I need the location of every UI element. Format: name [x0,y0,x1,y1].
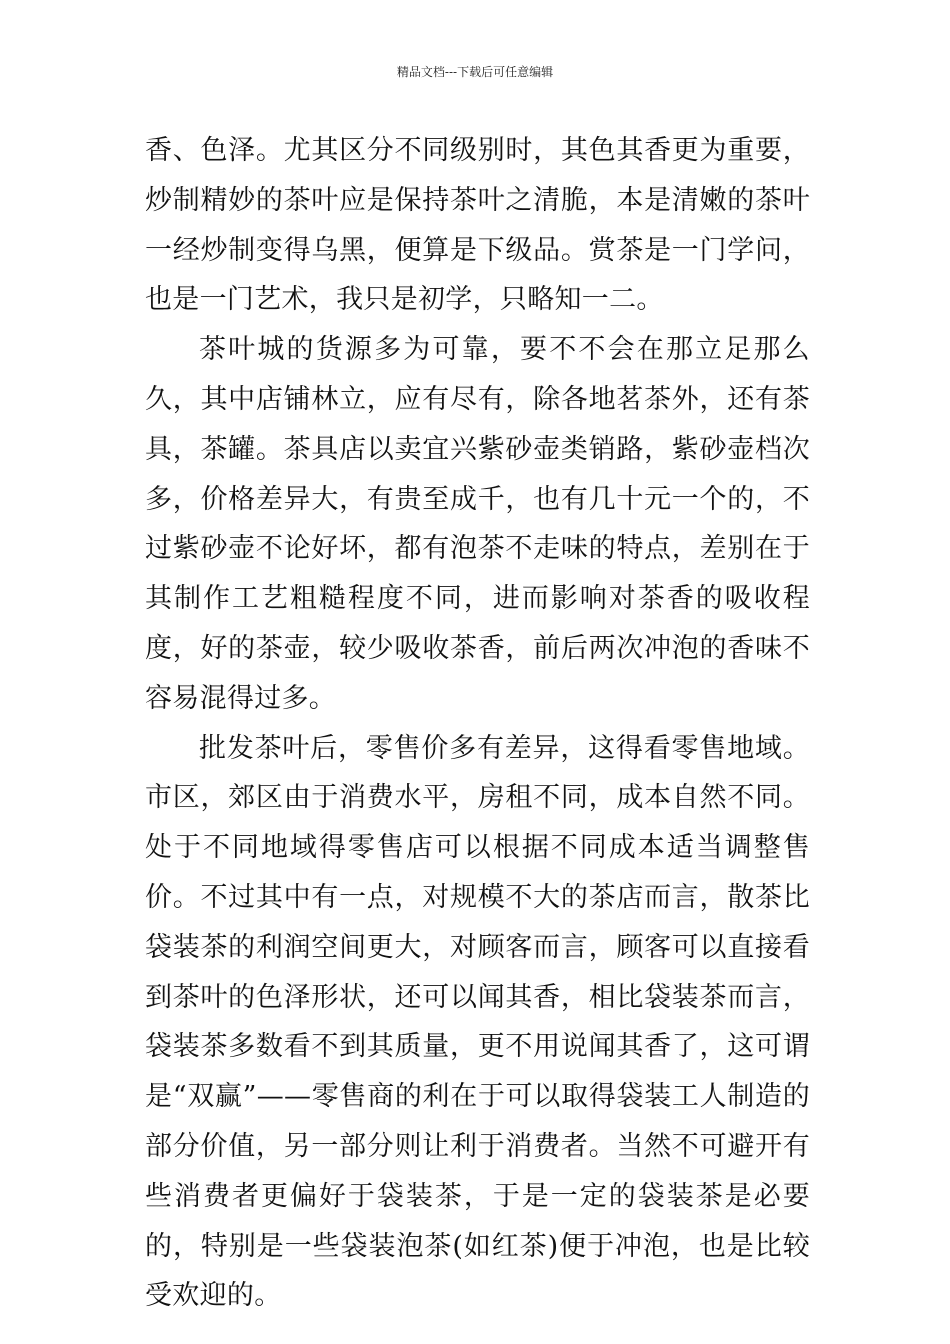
paragraph-continuation: 香、色泽。尤其区分不同级别时，其色其香更为重要，炒制精妙的茶叶应是保持茶叶之清脆，本是清嫩的茶叶一经炒制变得乌黑，便算是下级品。赏茶是一门学问，也是一门艺术，我只是初学，只略知一二。 [145,135,810,316]
page-header: 精品文档---下载后可任意编辑 [396,65,554,79]
paragraph-retail-pricing: 批发茶叶后，零售价多有差异，这得看零售地域。市区，郊区由于消费水平，房租不同，成本自然不同。处于不同地域得零售店可以根据不同成本适当调整售价。不过其中有一点，对规模不大的茶店而言，散茶比袋装茶的利润空间更大，对顾客而言，顾客可以直接看到茶叶的色泽形状，还可以闻其香，相比袋装茶而言，袋装茶多数看不到其质量，更不用说闻其香了，这可谓是“双赢”——零售商的利在于可以取得袋装工人制造的部分价值，另一部分则让利于消费者。当然不可避开有些消费者更偏好于袋装茶，于是一定的袋装茶是必要的，特别是一些袋装泡茶(如红茶)便于冲泡，也是比较受欢迎的。 [145,732,810,1312]
document-body [145,126,810,1321]
paragraph-tea-market: 茶叶城的货源多为可靠，要不不会在那立足那么久，其中店铺林立，应有尽有，除各地茗茶外，还有茶具，茶罐。茶具店以卖宜兴紫砂壶类销路，紫砂壶档次多，价格差异大，有贵至成千，也有几十元一个的，不过紫砂壶不论好坏，都有泡茶不走味的特点，差别在于其制作工艺粗糙程度不同，进而影响对茶香的吸收程度，好的茶壶，较少吸收茶香，前后两次冲泡的香味不容易混得过多。 [145,334,810,714]
